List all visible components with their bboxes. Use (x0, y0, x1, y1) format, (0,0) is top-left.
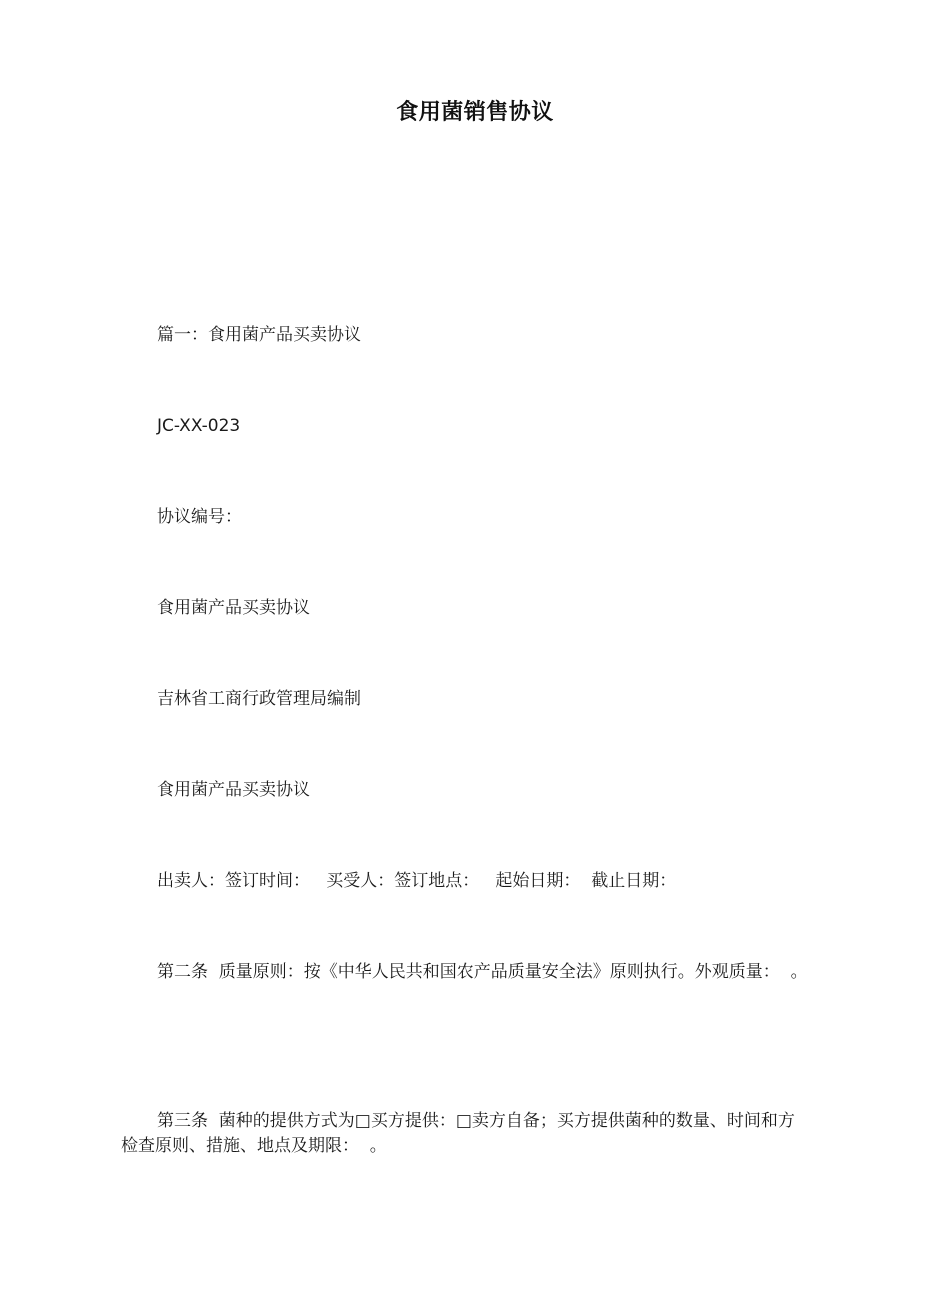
paragraph-line: 第三条 菌种的提供方式为□买方提供：□卖方自备；买方提供菌种的数量、时间和方 (157, 1111, 795, 1131)
paragraph-line: 出卖人：签订时间： 买受人：签订地点： 起始日期： 截止日期： (157, 871, 677, 891)
paragraph-line: 检查原则、措施、地点及期限： 。 (121, 1136, 387, 1156)
paragraph-line: 第二条 质量原则：按《中华人民共和国农产品质量安全法》原则执行。外观质量： 。 (157, 962, 808, 982)
paragraph-line: 食用菌产品买卖协议 (157, 780, 310, 800)
paragraph-line: 食用菌产品买卖协议 (157, 598, 310, 618)
paragraph-line: 篇一：食用菌产品买卖协议 (157, 325, 361, 345)
paragraph-article-three (121, 976, 841, 1266)
paragraph-line: JC-XX-023 (157, 416, 241, 436)
paragraph-line: 吉林省工商行政管理局编制 (157, 689, 361, 709)
document-title: 食用菌销售协议 (396, 100, 554, 125)
paragraph-line: 协议编号： (157, 507, 242, 527)
